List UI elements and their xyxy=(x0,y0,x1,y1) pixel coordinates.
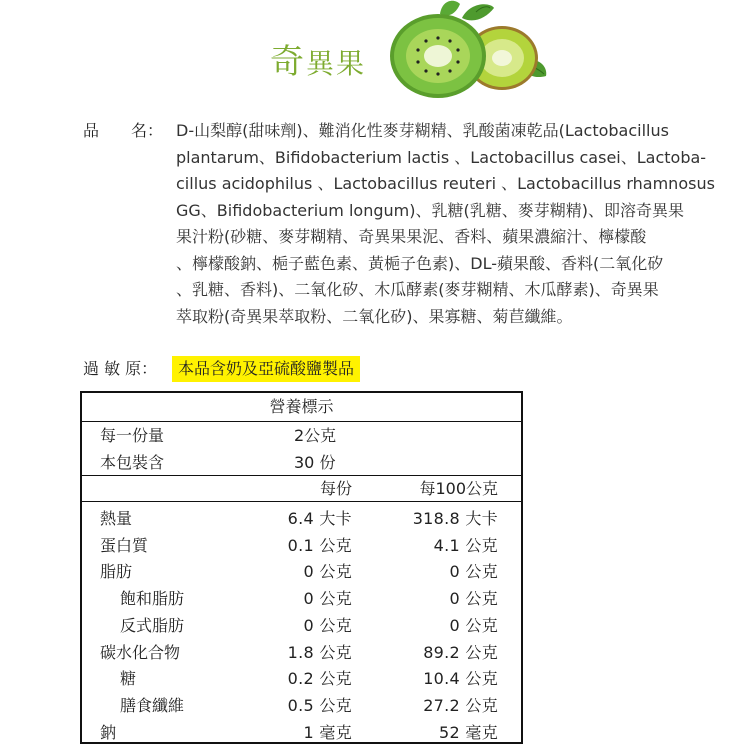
nutrient-per-serving: 0.5 公克 xyxy=(287,695,352,715)
ingredients-line: 、乳糖、香料)、二氧化矽、木瓜酵素(麥芽糊精、木瓜酵素)、奇異果 xyxy=(176,280,659,299)
ingredients-line: 、檸檬酸鈉、梔子藍色素、黃梔子色素)、DL-蘋果酸、香料(二氧化矽 xyxy=(176,253,664,273)
product-title-first-char: 奇 xyxy=(270,42,306,82)
divider xyxy=(82,475,521,476)
divider xyxy=(82,421,521,422)
nutrient-per-serving: 0.1 公克 xyxy=(287,535,352,555)
nutrient-name: 鈉 xyxy=(100,722,117,742)
servings-per-pack-label: 本包裝含 xyxy=(100,453,165,472)
nutrient-per-100g: 0 公克 xyxy=(449,615,498,635)
nutrition-table xyxy=(80,391,523,744)
nutrient-per-100g: 0 公克 xyxy=(449,589,498,609)
allergen-value: 本品含奶及亞硫酸鹽製品 xyxy=(172,356,360,382)
divider xyxy=(82,501,521,502)
ingredients-line: plantarum、Bifidobacterium lactis 、Lactobacillus casei、Lactoba- xyxy=(176,147,707,167)
nutrient-per-serving: 0 公克 xyxy=(303,615,352,635)
serving-size-value: 2公克 xyxy=(294,426,337,445)
nutrient-name: 反式脂肪 xyxy=(120,615,185,635)
nutrient-per-serving: 0 公克 xyxy=(303,589,352,609)
nutrition-title: 營養標示 xyxy=(269,397,334,416)
nutrient-name: 膳食纖維 xyxy=(120,695,185,715)
allergen-label: 過 敏 原： xyxy=(83,359,158,378)
nutrient-per-serving: 6.4 大卡 xyxy=(287,509,352,528)
ingredients-text xyxy=(176,118,715,330)
nutrient-per-100g: 0 公克 xyxy=(449,562,498,582)
nutrient-per-serving: 1 毫克 xyxy=(303,722,352,742)
product-title-rest: 異果 xyxy=(306,47,367,80)
product-title xyxy=(270,42,366,84)
ingredients-line: GG、Bifidobacterium longum)、乳糖(乳糖、麥芽糊精)、即溶奇異果 xyxy=(176,200,684,220)
nutrient-name: 熱量 xyxy=(100,509,133,528)
nutrient-per-serving: 0 公克 xyxy=(303,562,352,582)
nutrient-per-100g: 318.8 大卡 xyxy=(412,509,498,528)
ingredients-label: 品 名： xyxy=(83,121,164,140)
nutrient-per-100g: 10.4 公克 xyxy=(423,669,498,689)
nutrient-name: 蛋白質 xyxy=(100,535,149,555)
nutrient-name: 碳水化合物 xyxy=(100,642,181,662)
nutrient-per-serving: 1.8 公克 xyxy=(287,642,352,662)
nutrient-per-100g: 89.2 公克 xyxy=(423,642,498,662)
ingredients-line: cillus acidophilus 、Lactobacillus reuteri 、Lactobacillus rhamnosus xyxy=(176,174,715,193)
ingredients-line: D-山梨醇(甜味劑)、難消化性麥芽糊精、乳酸菌凍乾品(Lactobacillus xyxy=(176,121,669,140)
serving-size-label: 每一份量 xyxy=(100,426,165,445)
nutrient-per-serving: 0.2 公克 xyxy=(287,669,352,689)
nutrient-per-100g: 4.1 公克 xyxy=(433,535,498,555)
col-per-100g: 每100公克 xyxy=(419,479,498,498)
nutrient-name: 脂肪 xyxy=(100,562,133,582)
col-per-serving: 每份 xyxy=(319,479,352,498)
ingredients-line: 萃取粉(奇異果萃取粉、二氧化矽)、果寡糖、菊苣纖維。 xyxy=(176,306,573,326)
nutrient-name: 飽和脂肪 xyxy=(120,589,185,609)
nutrient-per-100g: 27.2 公克 xyxy=(423,695,498,715)
kiwi-fruit-illustration xyxy=(370,0,550,100)
servings-per-pack-value: 30 份 xyxy=(294,453,336,472)
ingredients-line: 果汁粉(砂糖、麥芽糊精、奇異果果泥、香料、蘋果濃縮汁、檸檬酸 xyxy=(176,227,647,246)
nutrient-per-100g: 52 毫克 xyxy=(439,722,498,742)
nutrient-name: 糖 xyxy=(120,669,137,689)
